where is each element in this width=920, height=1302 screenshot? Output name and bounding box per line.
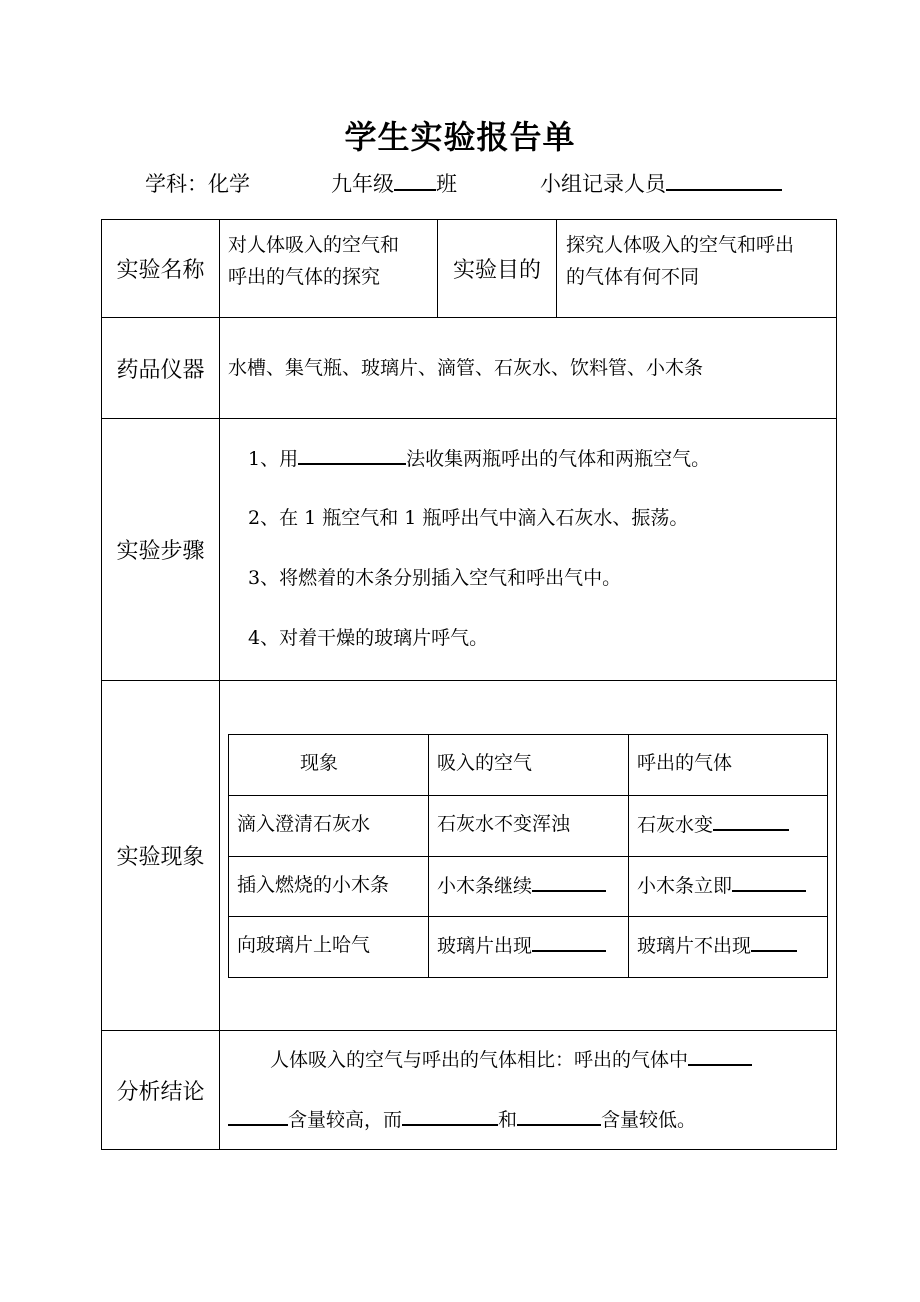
phenomena-column-divider (428, 734, 429, 978)
collection-method-blank[interactable] (298, 443, 406, 465)
answer-blank[interactable] (532, 870, 606, 892)
phenomena-row-divider (228, 856, 828, 857)
phenomena-header: 呼出的气体 (637, 752, 733, 774)
phenomena-header: 现象 (300, 752, 339, 774)
answer-blank[interactable] (732, 870, 806, 892)
phenomena-row-divider (228, 795, 828, 796)
answer-blank[interactable] (532, 930, 606, 952)
steps-label: 实验步骤 (116, 539, 205, 564)
equipment-label: 药品仪器 (116, 357, 205, 383)
table-cell: 小木条继续 (437, 870, 606, 898)
conclusion-line-1: 人体吸入的空气与呼出的气体相比：呼出的气体中 (270, 1044, 752, 1072)
subject-label: 学科：化学 (145, 172, 250, 196)
table-cell: 小木条立即 (637, 870, 806, 898)
table-cell: 石灰水变 (637, 809, 789, 837)
recorder-field (540, 168, 782, 198)
table-cell: 石灰水不变浑浊 (437, 813, 571, 835)
page-title: 学生实验报告单 (344, 118, 576, 156)
experiment-name-label: 实验名称 (116, 257, 205, 283)
table-cell: 插入燃烧的小木条 (237, 874, 390, 896)
phenomena-header: 吸入的空气 (437, 752, 533, 774)
answer-blank[interactable] (228, 1104, 288, 1126)
equipment-list: 水槽、集气瓶、玻璃片、滴管、石灰水、饮料管、小木条 (228, 357, 704, 379)
answer-blank[interactable] (517, 1104, 601, 1126)
table-cell: 滴入澄清石灰水 (237, 813, 371, 835)
conclusion-label: 分析结论 (116, 1080, 205, 1105)
grade-label: 九年级 (331, 172, 394, 196)
conclusion-line-2: 含量较高，而 和 含量较低。 (228, 1104, 696, 1132)
answer-blank[interactable] (402, 1104, 498, 1126)
phenomena-label: 实验现象 (116, 845, 205, 870)
column-divider (219, 219, 220, 1150)
experiment-name: 对人体吸入的空气和 呼出的气体的探究 (228, 234, 400, 288)
experiment-purpose: 探究人体吸入的空气和呼出 的气体有何不同 (566, 234, 795, 288)
grade-field (331, 168, 457, 198)
phenomena-row-divider (228, 916, 828, 917)
phenomena-column-divider (628, 734, 629, 978)
class-blank[interactable] (394, 169, 436, 191)
answer-blank[interactable] (713, 809, 789, 831)
recorder-label: 小组记录人员 (540, 172, 666, 196)
answer-blank[interactable] (688, 1044, 752, 1066)
class-suffix: 班 (436, 172, 457, 196)
step-2: 2、在 1 瓶空气和 1 瓶呼出气中滴入石灰水、振荡。 (248, 507, 689, 529)
table-cell: 玻璃片出现 (437, 930, 606, 958)
table-cell: 玻璃片不出现 (637, 930, 797, 958)
table-cell: 向玻璃片上哈气 (237, 934, 371, 956)
experiment-purpose-label: 实验目的 (452, 257, 541, 283)
column-divider (556, 219, 557, 317)
step-1: 1、用 法收集两瓶呼出的气体和两瓶空气。 (248, 443, 710, 471)
answer-blank[interactable] (751, 930, 797, 952)
step-4: 4、对着干燥的玻璃片呼气。 (248, 627, 489, 649)
step-3: 3、将燃着的木条分别插入空气和呼出气中。 (248, 567, 622, 589)
recorder-blank[interactable] (666, 169, 782, 191)
